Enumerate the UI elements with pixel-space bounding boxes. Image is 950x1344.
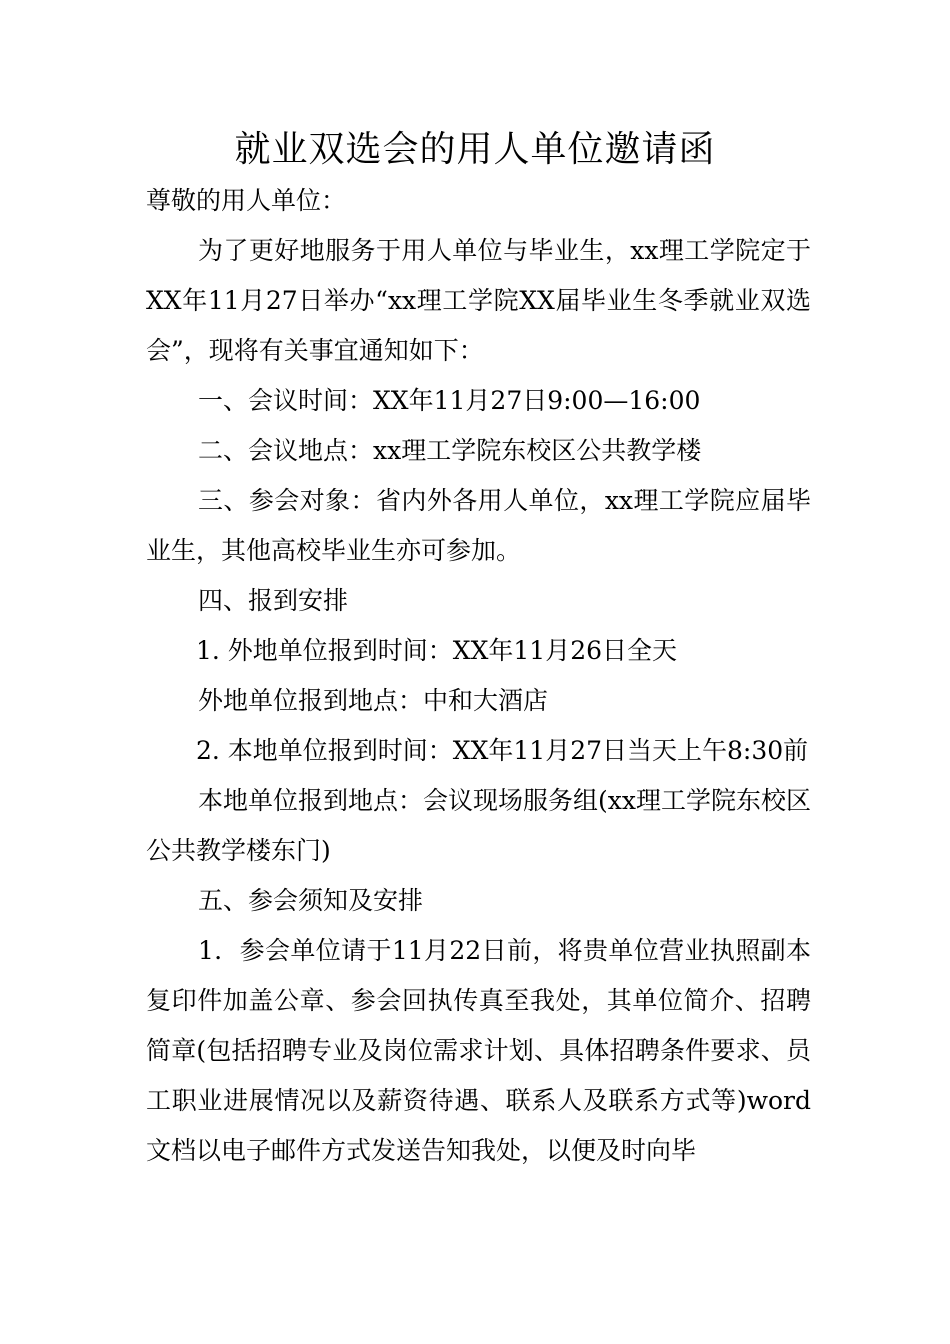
paragraph-attendees: 三、参会对象：省内外各用人单位，xx理工学院应届毕业生，其他高校毕业生亦可参加。: [146, 486, 811, 565]
document-body: [146, 176, 811, 1176]
paragraph-notice-heading: 五、参会须知及安排: [198, 886, 424, 915]
paragraph-registration-heading: 四、报到安排: [198, 586, 349, 615]
paragraph-notice-item-1: 1．参会单位请于11月22日前，将贵单位营业执照副本复印件加盖公章、参会回执传真至我处，其单位简介、招聘简章(包括招聘专业及岗位需求计划、具体招聘条件要求、员工职业进展情况以及薪资待遇、联系人及联系方式等)word文档以电子邮件方式发送告知我处，以便及时向毕: [146, 936, 811, 1165]
paragraph-local-registration-location: 本地单位报到地点：会议现场服务组(xx理工学院东校区公共教学楼东门): [146, 786, 811, 865]
salutation: 尊敬的用人单位：: [146, 186, 347, 215]
paragraph-local-registration-time: 2. 本地单位报到时间：XX年11月27日当天上午8:30前: [196, 736, 809, 765]
paragraph-outside-registration-time: 1. 外地单位报到时间：XX年11月26日全天: [196, 636, 678, 665]
document-title: 就业双选会的用人单位邀请函: [234, 129, 716, 170]
paragraph-intro: 为了更好地服务于用人单位与毕业生，xx理工学院定于XX年11月27日举办“xx理工学院XX届毕业生冬季就业双选会”，现将有关事宜通知如下：: [146, 236, 811, 365]
paragraph-meeting-location: 二、会议地点：xx理工学院东校区公共教学楼: [198, 436, 702, 465]
paragraph-meeting-time: 一、会议时间：XX年11月27日9:00—16:00: [198, 386, 701, 415]
paragraph-outside-registration-location: 外地单位报到地点：中和大酒店: [198, 686, 549, 715]
